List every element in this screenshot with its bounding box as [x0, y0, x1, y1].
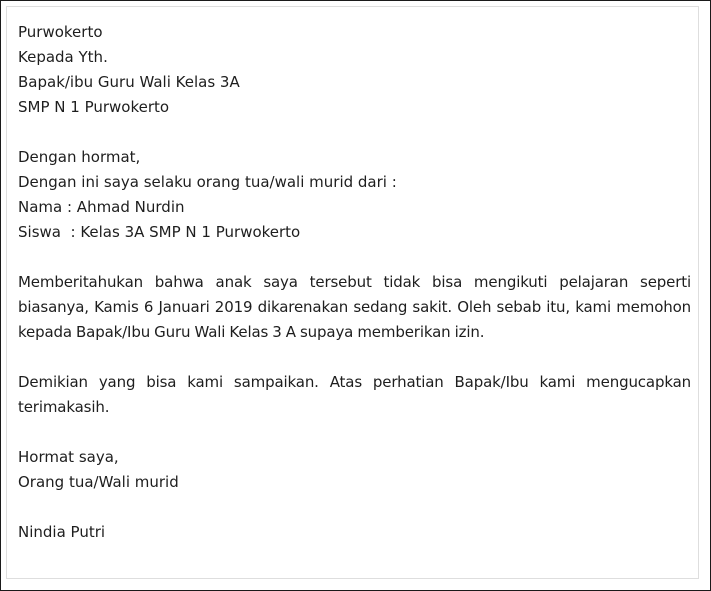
closing-greeting: Hormat saya, — [18, 448, 119, 466]
body-paragraph: Memberitahukan bahwa anak saya tersebut tidak bisa mengikuti pelajaran seperti biasanya, Kamis 6 Januari 2019 dikarenakan sedang sakit. Oleh sebab itu, kami memohon kepada Bapak/Ibu Guru Wali Kelas 3 A supaya memberikan izin. — [18, 273, 691, 341]
closing-role: Orang tua/Wali murid — [18, 473, 179, 491]
recipient-line-3: SMP N 1 Purwokerto — [18, 98, 170, 116]
recipient-line-1: Kepada Yth. — [18, 48, 108, 66]
letter-place: Purwokerto — [18, 23, 103, 41]
spacer — [18, 420, 691, 445]
letter-body — [18, 20, 691, 545]
spacer — [18, 495, 691, 520]
spacer — [18, 345, 691, 370]
closing-paragraph: Demikian yang bisa kami sampaikan. Atas perhatian Bapak/Ibu kami mengucapkan terimakasih. — [18, 373, 691, 416]
spacer — [18, 245, 691, 270]
signer-name: Nindia Putri — [18, 523, 106, 541]
recipient-line-2: Bapak/ibu Guru Wali Kelas 3A — [18, 73, 240, 91]
student-name-line: Nama : Ahmad Nurdin — [18, 198, 185, 216]
intro-line: Dengan ini saya selaku orang tua/wali murid dari : — [18, 173, 397, 191]
salutation: Dengan hormat, — [18, 148, 141, 166]
student-class-line: Siswa : Kelas 3A SMP N 1 Purwokerto — [18, 223, 301, 241]
document-inner-border — [6, 6, 699, 579]
spacer — [18, 120, 691, 145]
